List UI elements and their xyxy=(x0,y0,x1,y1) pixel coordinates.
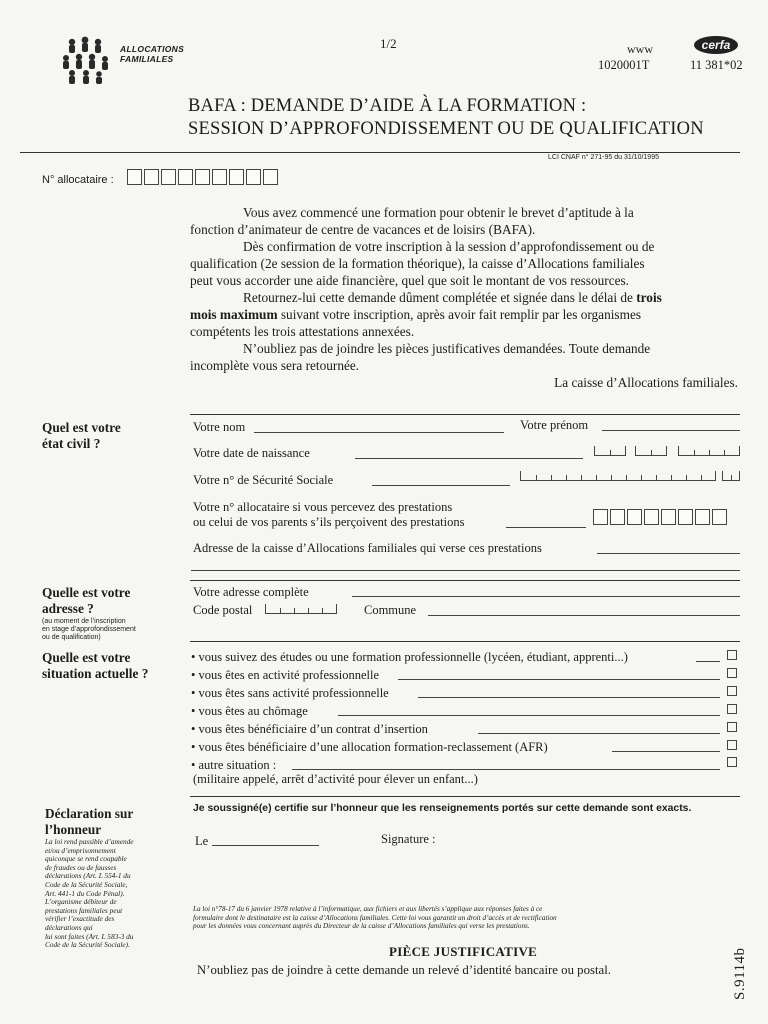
question-adresse: Quelle est votre adresse ? xyxy=(42,585,131,616)
situation-activite-checkbox[interactable] xyxy=(727,668,737,678)
cerfa-number: 11 381*02 xyxy=(690,58,743,72)
alloc-box[interactable] xyxy=(695,509,710,525)
situation-sans-activite-checkbox[interactable] xyxy=(727,686,737,696)
naissance-leader xyxy=(355,458,583,459)
le-field[interactable] xyxy=(212,845,319,846)
adresse-caisse-label: Adresse de la caisse d’Allocations familiales qui verse ces prestations xyxy=(193,541,542,555)
alloc-box[interactable] xyxy=(661,509,676,525)
secu-number-field[interactable] xyxy=(520,471,716,481)
page-number: 1/2 xyxy=(380,36,397,51)
situation-leader xyxy=(418,697,720,698)
caf-logo xyxy=(58,36,118,88)
secu-key-field[interactable] xyxy=(722,471,740,481)
question-etat-civil: Quel est votre état civil ? xyxy=(42,420,121,451)
allocataire-box[interactable] xyxy=(127,169,142,185)
commune-field[interactable] xyxy=(428,615,740,616)
code-postal-field[interactable] xyxy=(265,604,337,614)
alloc-box[interactable] xyxy=(593,509,608,525)
prenom-label: Votre prénom xyxy=(520,418,589,432)
logo-text: ALLOCATIONS FAMILIALES xyxy=(120,44,185,64)
adresse-caisse-field-2[interactable] xyxy=(191,570,740,571)
section-rule xyxy=(190,580,740,581)
situation-contrat-insertion-checkbox[interactable] xyxy=(727,722,737,732)
piece-heading: PIÈCE JUSTIFICATIVE xyxy=(389,944,538,959)
www-label: www xyxy=(627,42,653,56)
situation-etudes: • vous suivez des études ou une formation professionnelle (lycéen, étudiant, apprenti...) xyxy=(191,650,628,664)
situation-afr-checkbox[interactable] xyxy=(727,740,737,750)
naissance-month-field[interactable] xyxy=(635,446,667,456)
alloc-leader xyxy=(506,527,586,528)
situation-leader xyxy=(612,751,720,752)
adresse-complete-label: Votre adresse complète xyxy=(193,585,309,599)
commune-label: Commune xyxy=(364,603,417,617)
allocataire-box[interactable] xyxy=(212,169,227,185)
situation-autre-note: (militaire appelé, arrêt d’activité pour élever un enfant...) xyxy=(193,772,478,786)
title-rule xyxy=(20,152,740,153)
section-rule xyxy=(190,796,740,797)
declaration-legal-note: La loi rend passible d’amende et/ou d’emprisonnement quiconque se rend coupable de fraudes ou de fausses déclarations (Art. L 554-1 du Code de la Sécurité Sociale, Art. 441-1 du Code Pénal). L’organisme débiteur de prestations familiales peut vérifier l’exactitude des déclarations qui lui sont faites (Art. L 583-3 du Code de la Sécurité Sociale). xyxy=(45,837,134,950)
secu-leader xyxy=(372,485,510,486)
naissance-label: Votre date de naissance xyxy=(193,446,310,460)
situation-leader xyxy=(338,715,720,716)
naissance-year-field[interactable] xyxy=(678,446,740,456)
question-situation: Quelle est votre situation actuelle ? xyxy=(42,650,149,681)
situation-activite: • vous êtes en activité professionnelle xyxy=(191,668,380,682)
situation-afr: • vous êtes bénéficiaire d’une allocation formation-reclassement (AFR) xyxy=(191,740,548,754)
intro-text: Vous avez commencé une formation pour obtenir le brevet d’aptitude à la fonction d’animateur de centre de vacances et de loisirs (BAFA). Dès confirmation de votre inscription à la session d’approfondissement ou de qualification (2e session de la formation théorique), la caisse d’Allocations familiales peut vous accorder une aide financière, quel que soit le montant de vos ressources. Retournez-lui cette demande dûment complétée et signée dans le délai de trois mois maximum suivant votre inscription, après avoir fait remplir par les organismes compétents les trois attestations annexées. N’oubliez pas de joindre les pièces justificatives demandées. Toute demande incomplète vous sera retournée. La caisse d’Allocations familiales. xyxy=(190,205,738,390)
allocataire-box[interactable] xyxy=(263,169,278,185)
alloc-box[interactable] xyxy=(627,509,642,525)
alloc-label: Votre n° allocataire si vous percevez des prestations ou celui de vos parents s’ils perçoivent des prestations xyxy=(193,500,465,529)
situation-leader xyxy=(398,679,720,680)
situation-sans-activite: • vous êtes sans activité professionnelle xyxy=(191,686,389,700)
allocataire-box[interactable] xyxy=(229,169,244,185)
allocataire-box[interactable] xyxy=(144,169,159,185)
code-postal-label: Code postal xyxy=(193,603,253,617)
section-rule xyxy=(190,641,740,642)
reference: LCI CNAF n° 271-95 du 31/10/1995 xyxy=(548,154,659,161)
le-label: Le xyxy=(195,834,209,848)
signature-area[interactable] xyxy=(440,826,740,896)
page-title: BAFA : DEMANDE D’AIDE À LA FORMATION : SESSION D’APPROFONDISSEMENT OU DE QUALIFICATION xyxy=(188,96,704,139)
situation-autre: • autre situation : xyxy=(191,758,277,772)
cerfa-logo: cerfa xyxy=(694,36,738,54)
secu-label: Votre n° de Sécurité Sociale xyxy=(193,473,334,487)
allocataire-boxes xyxy=(127,169,280,190)
naissance-day-field[interactable] xyxy=(594,446,626,456)
situation-chomage: • vous êtes au chômage xyxy=(191,704,308,718)
alloc-box[interactable] xyxy=(678,509,693,525)
prenom-field[interactable] xyxy=(602,430,740,431)
certify-statement: Je soussigné(e) certifie sur l’honneur que les renseignements portés sur cette demande sont exacts. xyxy=(193,803,692,814)
situation-leader xyxy=(478,733,720,734)
alloc-box[interactable] xyxy=(712,509,727,525)
allocataire-box[interactable] xyxy=(195,169,210,185)
adresse-complete-field[interactable] xyxy=(352,596,740,597)
declaration-heading: Déclaration sur l’honneur xyxy=(45,806,134,837)
situation-autre-checkbox[interactable] xyxy=(727,757,737,767)
family-figures-icon xyxy=(58,36,118,88)
section-rule xyxy=(190,414,740,415)
cnil-note: La loi n°78-17 du 6 janvier 1978 relative à l’informatique, aux fichiers et aux libertés s’applique aux réponses faites à ce formulaire dont le destinataire est la caisse d’Allocations familiales. Cette loi vous garantit un droit d’accès et de rectification pour les données vous concernant auprès du Directeur de la caisse d’Allocations familiales qui verse les prestations. xyxy=(193,905,557,931)
allocataire-box[interactable] xyxy=(178,169,193,185)
alloc-box[interactable] xyxy=(644,509,659,525)
adresse-note: (au moment de l’inscription en stage d’approfondissement ou de qualification) xyxy=(42,618,136,641)
signature-label: Signature : xyxy=(381,832,436,846)
alloc-boxes xyxy=(593,509,729,530)
piece-text: N’oubliez pas de joindre à cette demande un relevé d’identité bancaire ou postal. xyxy=(197,963,611,977)
allocataire-label: N° allocataire : xyxy=(42,174,114,186)
alloc-box[interactable] xyxy=(610,509,625,525)
side-code: S.9114b xyxy=(732,947,748,1000)
allocataire-box[interactable] xyxy=(246,169,261,185)
nom-label: Votre nom xyxy=(193,420,246,434)
situation-autre-field[interactable] xyxy=(292,769,720,770)
nom-field[interactable] xyxy=(254,432,504,433)
allocataire-box[interactable] xyxy=(161,169,176,185)
form-code: 1020001T xyxy=(598,58,650,72)
adresse-caisse-field-1[interactable] xyxy=(597,553,740,554)
situation-chomage-checkbox[interactable] xyxy=(727,704,737,714)
situation-etudes-checkbox[interactable] xyxy=(727,650,737,660)
situation-contrat-insertion: • vous êtes bénéficiaire d’un contrat d’insertion xyxy=(191,722,428,736)
situation-leader xyxy=(696,661,720,662)
